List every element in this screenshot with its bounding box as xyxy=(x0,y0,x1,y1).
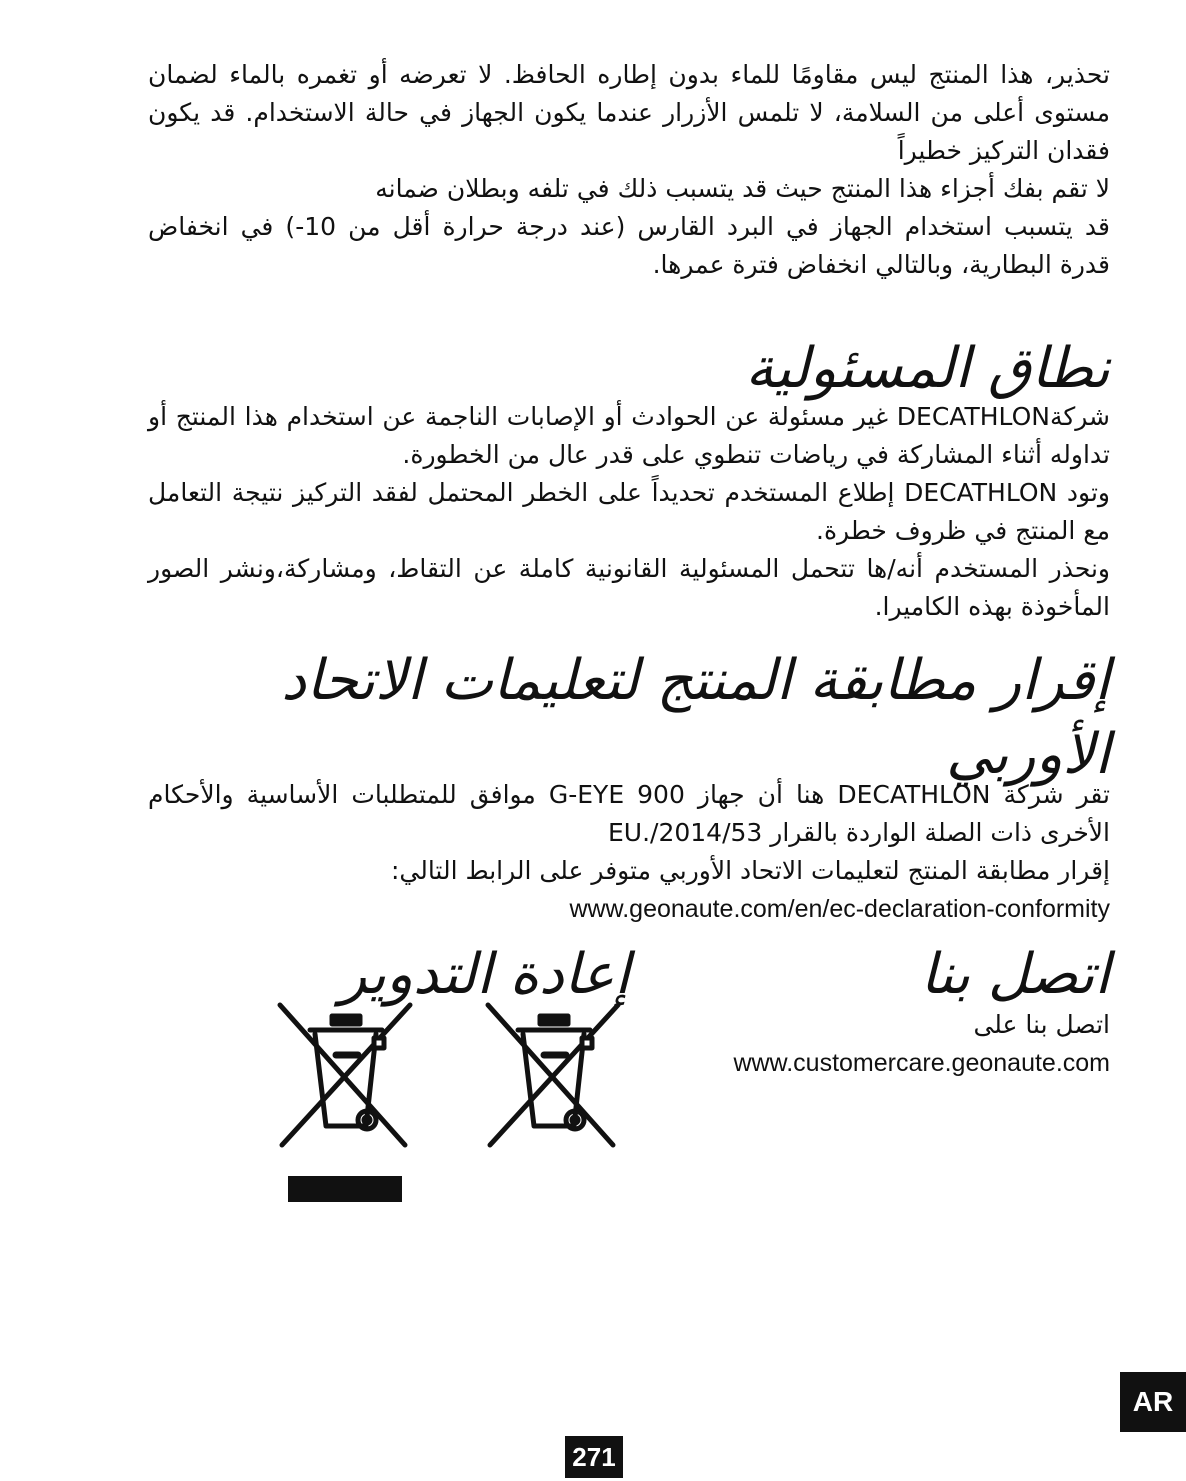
page-number: 271 xyxy=(565,1436,623,1478)
liability-section xyxy=(148,398,1110,626)
liability-heading: نطاق المسئولية xyxy=(745,336,1110,401)
liability-line: وتود DECATHLON إطلاع المستخدم تحديداً على الخطر المحتمل لفقد التركيز نتيجة التعامل مع المنتج في ظروف خطرة. xyxy=(148,478,1110,545)
conformity-line: تقر شركة DECATHLON هنا أن جهاز G-EYE 900 موافق للمتطلبات الأساسية والأحكام الأخرى ذات الصلة الواردة بالقرار EU./2014/53 xyxy=(148,780,1110,847)
crossed-bin-icon xyxy=(270,1000,420,1150)
liability-line: ونحذر المستخدم أنه/ها تتحمل المسئولية القانونية كاملة عن التقاط، ومشاركة،ونشر الصور المأخوذة بهذه الكاميرا. xyxy=(148,554,1110,621)
conformity-line: إقرار مطابقة المنتج لتعليمات الاتحاد الأوربي متوفر على الرابط التالي: xyxy=(390,856,1110,885)
warning-line: تحذير، هذا المنتج ليس مقاومًا للماء بدون إطاره الحافظ. لا تعرضه أو تغمره بالماء لضمان مستوى أعلى من السلامة، لا تلمس الأزرار عندما يكون الجهاز في حالة الاستخدام. قد يكون فقدان التركيز خطيراً xyxy=(148,60,1110,165)
liability-line: شركةDECATHLON غير مسئولة عن الحوادث أو الإصابات الناجمة عن استخدام هذا المنتج أو تداوله أثناء المشاركة في رياضات تنطوي على قدر عال من الخطورة. xyxy=(148,402,1110,469)
conformity-section xyxy=(148,776,1110,928)
recycling-heading: إعادة التدوير xyxy=(339,942,630,1007)
conformity-link[interactable]: www.geonaute.com/en/ec-declaration-conformity xyxy=(569,895,1110,923)
warning-line: لا تقم بفك أجزاء هذا المنتج حيث قد يتسبب ذلك في تلفه وبطلان ضمانه xyxy=(375,174,1110,203)
warning-line: قد يتسبب استخدام الجهاز في البرد القارس (عند درجة حرارة أقل من 10-) في انخفاض قدرة البطارية، وبالتالي انخفاض فترة عمرها. xyxy=(148,212,1110,279)
contact-text: اتصل بنا على xyxy=(973,1010,1110,1039)
contact-heading: اتصل بنا xyxy=(920,942,1110,1007)
warning-section xyxy=(148,56,1110,284)
contact-section xyxy=(600,1006,1110,1082)
crossed-bin-icon xyxy=(478,1000,628,1150)
language-badge: AR xyxy=(1120,1372,1186,1432)
bin-underline-bar xyxy=(288,1176,402,1202)
contact-link[interactable]: www.customercare.geonaute.com xyxy=(733,1049,1110,1077)
conformity-heading: إقرار مطابقة المنتج لتعليمات الاتحاد الأوربي xyxy=(281,648,1110,787)
